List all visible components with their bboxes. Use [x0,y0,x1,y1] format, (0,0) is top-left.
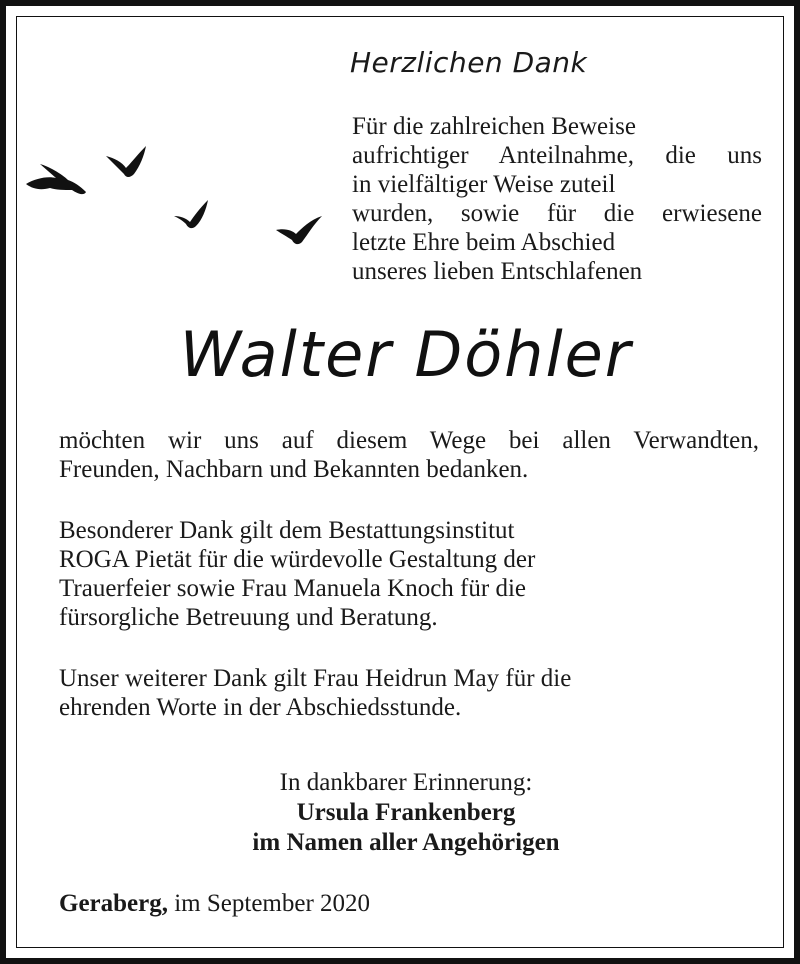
text-line: Freunden, Nachbarn und Bekannten bedanken. [59,456,529,483]
text-line: Besonderer Dank gilt dem Bestattungsinstitut [59,517,515,544]
date: im September 2020 [174,890,371,917]
text-line: ROGA Pietät für die würdevolle Gestaltung der [59,546,536,573]
birds-illustration-icon [6,6,346,266]
bird-icon [106,146,146,177]
on-behalf-line: im Namen aller Angehörigen [252,829,560,856]
paragraph-special-thanks [59,516,759,632]
text-line: möchten wir uns auf diesem Wege bei allen Verwandten, [59,427,759,454]
intro-line: letzte Ehre beim Abschied [352,229,616,256]
paragraph-further-thanks [59,664,759,722]
deceased-name: Walter Döhler [179,318,633,391]
signer-name: Ursula Frankenberg [296,799,516,826]
intro-line: wurden, sowie für die erwiesene [352,200,762,227]
intro-line: unseres lieben Entschlafenen [352,258,643,285]
intro-line: in vielfältiger Weise zuteil [352,171,616,198]
bird-icon [276,216,322,244]
text-line: fürsorgliche Betreuung und Beratung. [59,604,438,631]
place-date [59,890,370,918]
paragraph-thanks [59,426,759,484]
place: Geraberg, [59,890,168,917]
bird-icon [26,164,86,194]
closing-block [6,768,800,858]
intro-paragraph [352,112,762,286]
text-line: Unser weiterer Dank gilt Frau Heidrun May für die [59,665,572,692]
remembrance-line: In dankbarer Erinnerung: [279,769,533,796]
intro-line: Für die zahlreichen Beweise [352,113,636,140]
bird-icon [174,200,208,228]
intro-line: aufrichtiger Anteilnahme, die uns [352,142,762,169]
text-line: Trauerfeier sowie Frau Manuela Knoch für die [59,575,526,602]
heading: Herzlichen Dank [350,46,588,79]
text-line: ehrenden Worte in der Abschiedsstunde. [59,694,462,721]
